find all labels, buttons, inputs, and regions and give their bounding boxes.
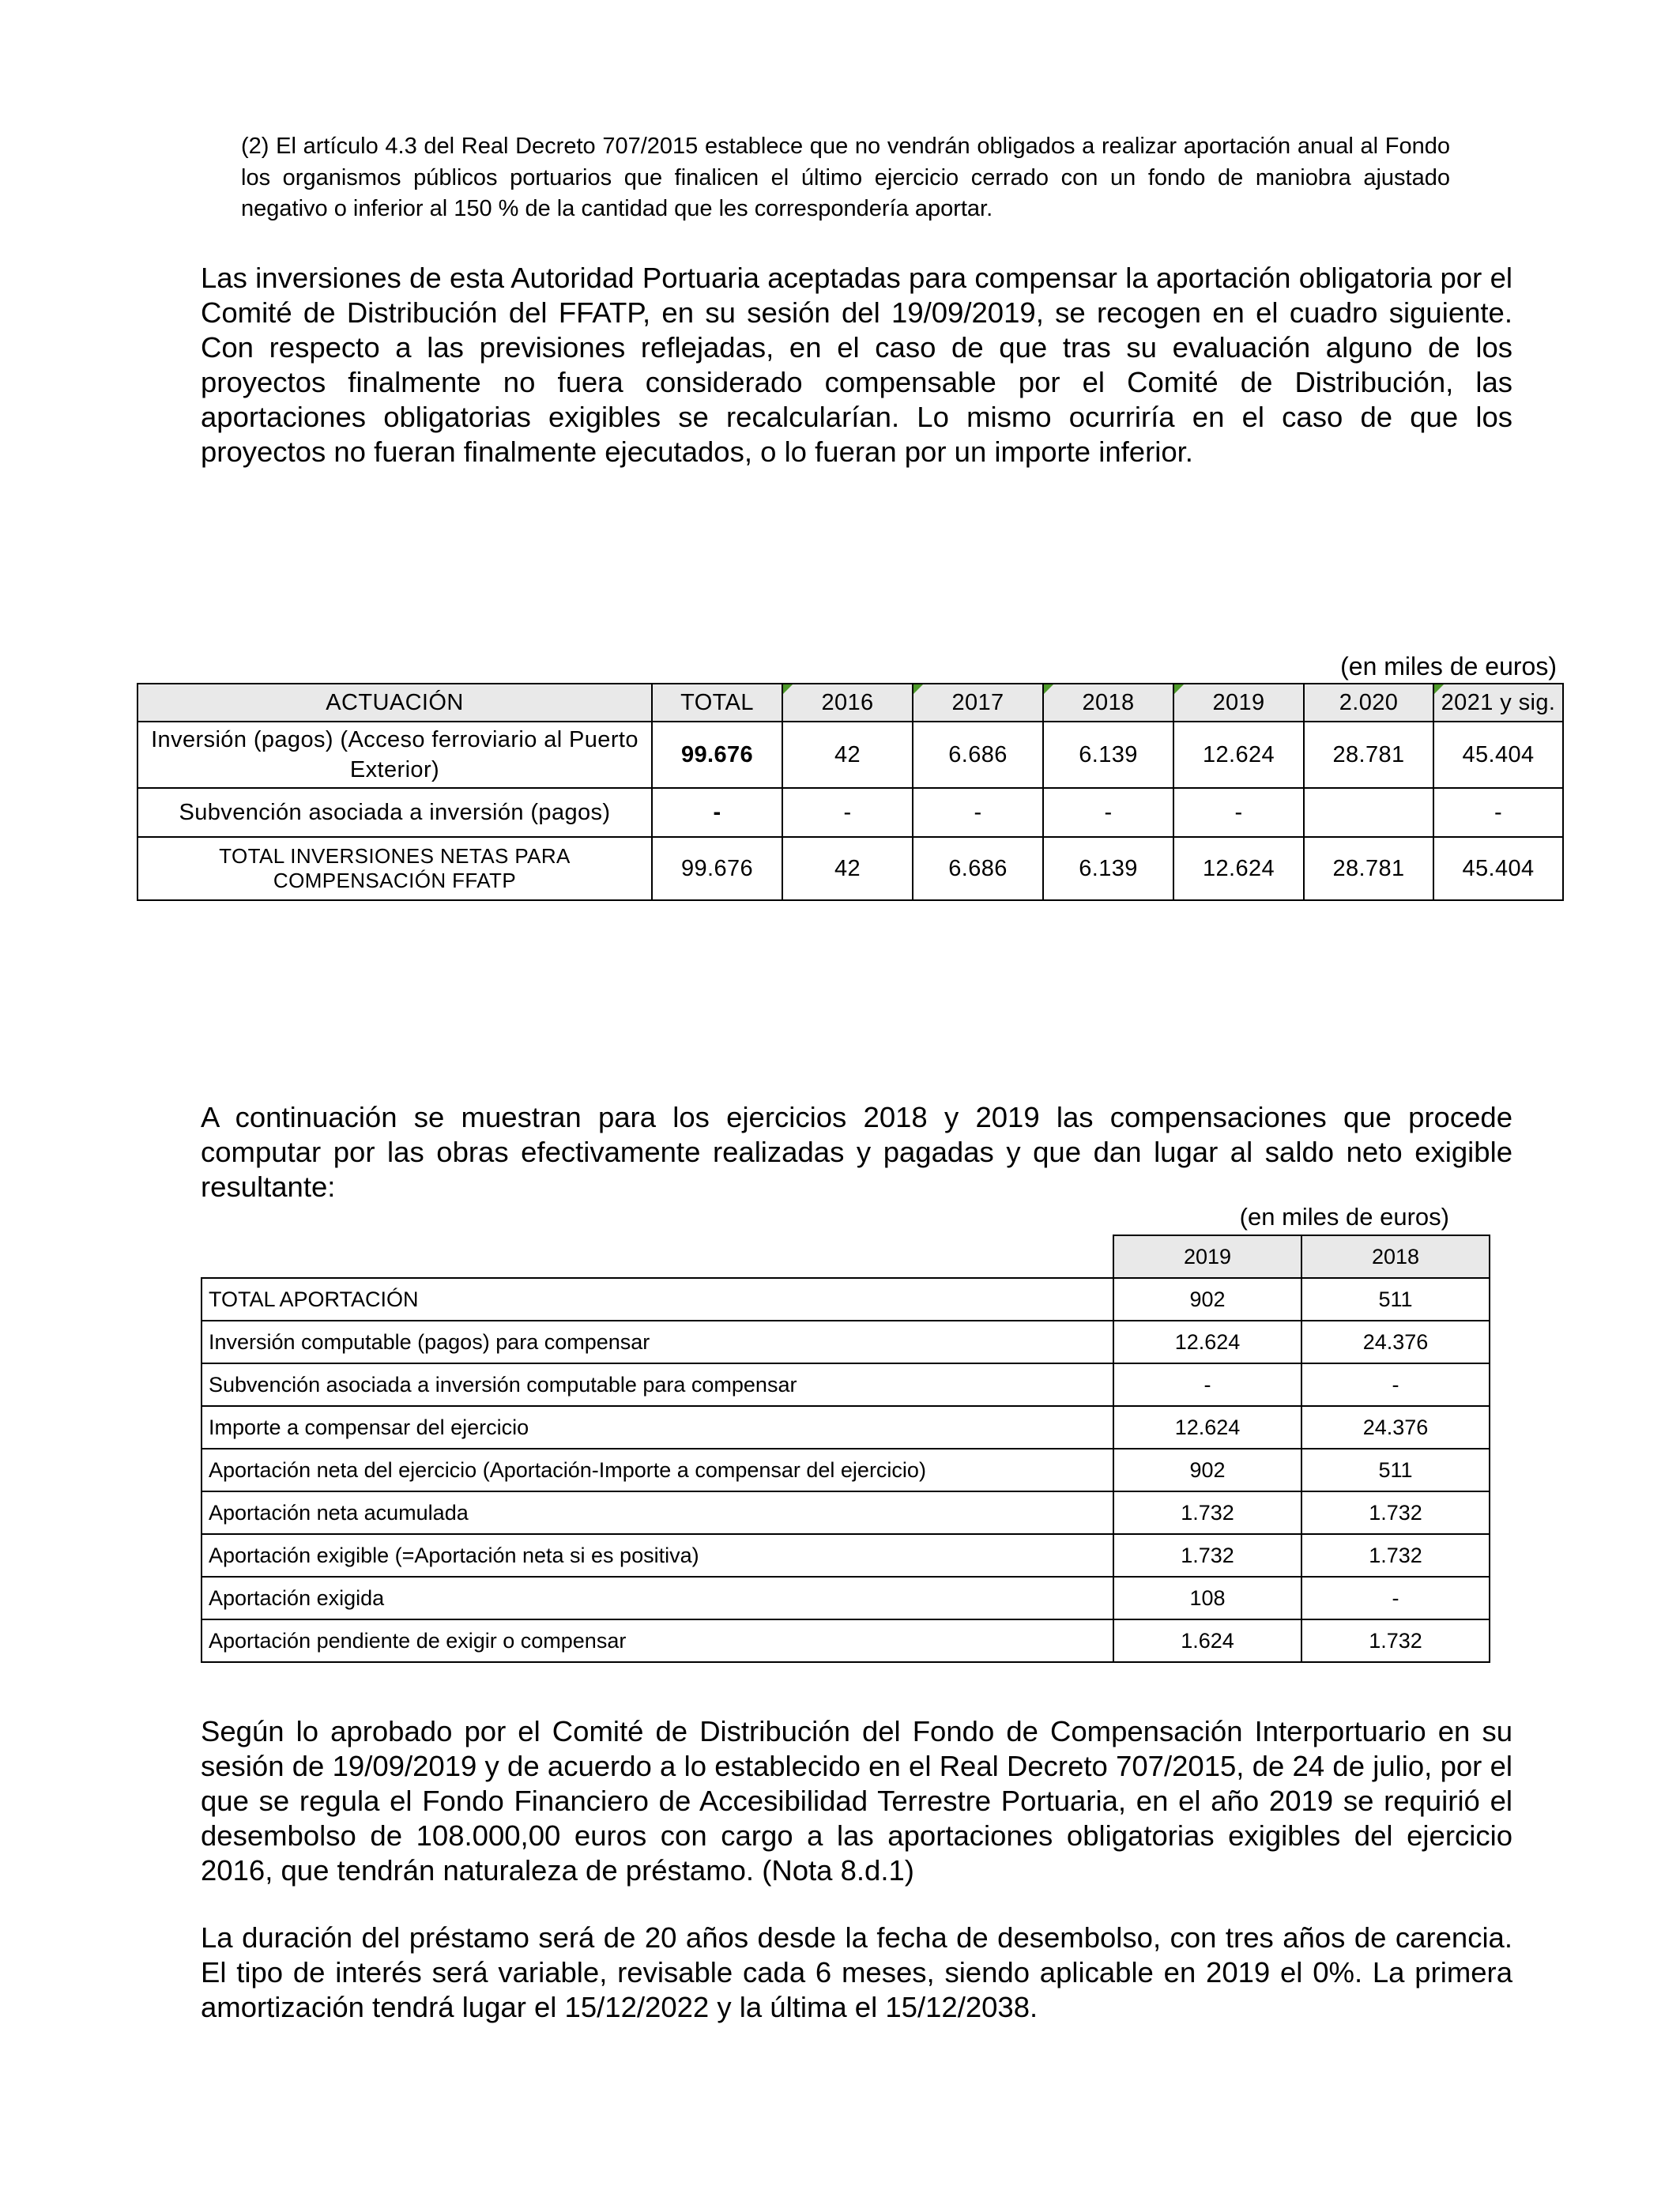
table-cell: 1.732 xyxy=(1301,1491,1490,1534)
table-cell: 99.676 xyxy=(652,837,782,900)
table-cell: - xyxy=(1113,1363,1301,1406)
table-row xyxy=(202,1406,1490,1449)
table-row xyxy=(137,722,1563,788)
table-cell: 1.624 xyxy=(1113,1619,1301,1662)
table-row xyxy=(202,1491,1490,1534)
table1-header-text: 2019 xyxy=(1212,689,1265,715)
table-cell: - xyxy=(1433,788,1563,837)
paragraph-investments-intro: Las inversiones de esta Autoridad Portuaria aceptadas para compensar la aportación obligatoria por el Comité de Distribución del FFATP, en su sesión del 19/09/2019, se recogen en el cuadro siguiente. Con respecto a las previsiones reflejadas, en el caso de que tras su evaluación alguno de los proyectos finalmente no fuera considerado compensable por el Comité de Distribución, las aportaciones obligatorias exigibles se recalcularían. Lo mismo ocurriría en el caso de que los proyectos no fueran finalmente ejecutados, o lo fueran por un importe inferior. xyxy=(201,262,1512,468)
table-row xyxy=(202,1449,1490,1491)
comment-marker-icon xyxy=(783,684,793,694)
table-row xyxy=(202,1363,1490,1406)
paragraph-loan-terms: La duración del préstamo será de 20 años desde la fecha de desembolso, con tres años de carencia. El tipo de interés será variable, revisable cada 6 meses, siendo aplicable en 2019 el 0%. La primera amortización tendrá lugar el 15/12/2022 y la última el 15/12/2038. xyxy=(201,1921,1512,2023)
table-cell: 6.139 xyxy=(1043,837,1173,900)
table-cell xyxy=(1304,788,1433,837)
footnote-article-4-3: (2) El artículo 4.3 del Real Decreto 707/2015 establece que no vendrán obligados a realizar aportación anual al Fondo los organismos públicos portuarios que finalicen el último ejercicio cerrado con un fondo de maniobra ajustado negativo o inferior al 150 % de la cantidad que les correspondería aportar. xyxy=(241,134,1450,221)
row-label: Aportación neta del ejercicio (Aportación-Importe a compensar del ejercicio) xyxy=(202,1449,1113,1491)
row-label: Aportación neta acumulada xyxy=(202,1491,1113,1534)
table-cell: - xyxy=(652,788,782,837)
row-label: Aportación exigida xyxy=(202,1577,1113,1619)
table-cell: 6.686 xyxy=(913,722,1043,788)
table-row xyxy=(202,1278,1490,1321)
table1-header-row xyxy=(137,684,1563,722)
comment-marker-icon xyxy=(913,684,923,694)
investments-table xyxy=(137,683,1564,901)
row-label: Aportación pendiente de exigir o compensar xyxy=(202,1619,1113,1662)
table-cell: 28.781 xyxy=(1304,722,1433,788)
table1-header-text: 2018 xyxy=(1082,689,1135,715)
table-cell: 1.732 xyxy=(1113,1491,1301,1534)
table-cell: 12.624 xyxy=(1173,837,1304,900)
paragraph-committee-approval: Según lo aprobado por el Comité de Distribución del Fondo de Compensación Interportuario en su sesión de 19/09/2019 y de acuerdo a lo establecido en el Real Decreto 707/2015, de 24 de julio, por el que se regula el Fondo Financiero de Accesibilidad Terrestre Portuaria, en el año 2019 se requirió el desembolso de 108.000,00 euros con cargo a las aportaciones obligatorias exigibles del ejercicio 2016, que tendrán naturaleza de préstamo. (Nota 8.d.1) xyxy=(201,1715,1512,1887)
table-cell: 24.376 xyxy=(1301,1406,1490,1449)
table-cell: 511 xyxy=(1301,1449,1490,1491)
row-label: Subvención asociada a inversión (pagos) xyxy=(137,788,652,837)
table1-header-cell xyxy=(1173,684,1304,722)
row-label: Inversión computable (pagos) para compensar xyxy=(202,1321,1113,1363)
table-cell: 24.376 xyxy=(1301,1321,1490,1363)
table1-header-cell xyxy=(1043,684,1173,722)
table-cell: 902 xyxy=(1113,1278,1301,1321)
table-row xyxy=(202,1577,1490,1619)
comment-marker-icon xyxy=(1174,684,1184,694)
table1-header-text: 2016 xyxy=(821,689,874,715)
table-row xyxy=(202,1321,1490,1363)
table-cell: 45.404 xyxy=(1433,722,1563,788)
row-label: Subvención asociada a inversión computable para compensar xyxy=(202,1363,1113,1406)
table-cell: 1.732 xyxy=(1301,1534,1490,1577)
row-label: Inversión (pagos) (Acceso ferroviario al Puerto Exterior) xyxy=(137,722,652,788)
table-row xyxy=(137,788,1563,837)
table2-header-cell: 2018 xyxy=(1301,1235,1490,1278)
table2-unit-label: (en miles de euros) xyxy=(1239,1203,1449,1231)
table2-header-blank xyxy=(202,1235,1113,1278)
table1-header-cell xyxy=(913,684,1043,722)
table-cell: - xyxy=(913,788,1043,837)
table2-header-row xyxy=(202,1235,1490,1278)
table-cell: 902 xyxy=(1113,1449,1301,1491)
row-label: TOTAL INVERSIONES NETAS PARA COMPENSACIÓN FFATP xyxy=(137,837,652,900)
table-cell: - xyxy=(1043,788,1173,837)
table1-header-text: 2021 y sig. xyxy=(1441,689,1556,715)
table1-unit-label: (en miles de euros) xyxy=(1340,652,1557,680)
table1-header-cell: TOTAL xyxy=(652,684,782,722)
table1-header-cell xyxy=(782,684,913,722)
comment-marker-icon xyxy=(1044,684,1053,694)
table-cell: 12.624 xyxy=(1113,1321,1301,1363)
table-cell: 42 xyxy=(782,837,913,900)
table-row xyxy=(202,1619,1490,1662)
table-cell: 28.781 xyxy=(1304,837,1433,900)
row-label: Aportación exigible (=Aportación neta si es positiva) xyxy=(202,1534,1113,1577)
table-cell: - xyxy=(1173,788,1304,837)
table-cell: 108 xyxy=(1113,1577,1301,1619)
table-cell: 6.686 xyxy=(913,837,1043,900)
table1-header-cell: 2.020 xyxy=(1304,684,1433,722)
comment-marker-icon xyxy=(1434,684,1444,694)
row-label: TOTAL APORTACIÓN xyxy=(202,1278,1113,1321)
table2-header-cell: 2019 xyxy=(1113,1235,1301,1278)
table1-header-cell: ACTUACIÓN xyxy=(137,684,652,722)
row-label: Importe a compensar del ejercicio xyxy=(202,1406,1113,1449)
compensations-table xyxy=(201,1235,1490,1663)
table1-header-cell xyxy=(1433,684,1563,722)
table-cell: - xyxy=(782,788,913,837)
table-cell: 42 xyxy=(782,722,913,788)
table-cell: 6.139 xyxy=(1043,722,1173,788)
table-row xyxy=(137,837,1563,900)
table-cell: 99.676 xyxy=(652,722,782,788)
table-row xyxy=(202,1534,1490,1577)
table-cell: 12.624 xyxy=(1113,1406,1301,1449)
table-cell: 1.732 xyxy=(1113,1534,1301,1577)
table-cell: - xyxy=(1301,1363,1490,1406)
table1-header-text: 2017 xyxy=(951,689,1004,715)
paragraph-compensations-intro: A continuación se muestran para los ejercicios 2018 y 2019 las compensaciones que procede computar por las obras efectivamente realizadas y pagadas y que dan lugar al saldo neto exigible resultante: xyxy=(201,1101,1512,1203)
table-cell: 1.732 xyxy=(1301,1619,1490,1662)
table-cell: - xyxy=(1301,1577,1490,1619)
table-cell: 511 xyxy=(1301,1278,1490,1321)
table-cell: 45.404 xyxy=(1433,837,1563,900)
table-cell: 12.624 xyxy=(1173,722,1304,788)
